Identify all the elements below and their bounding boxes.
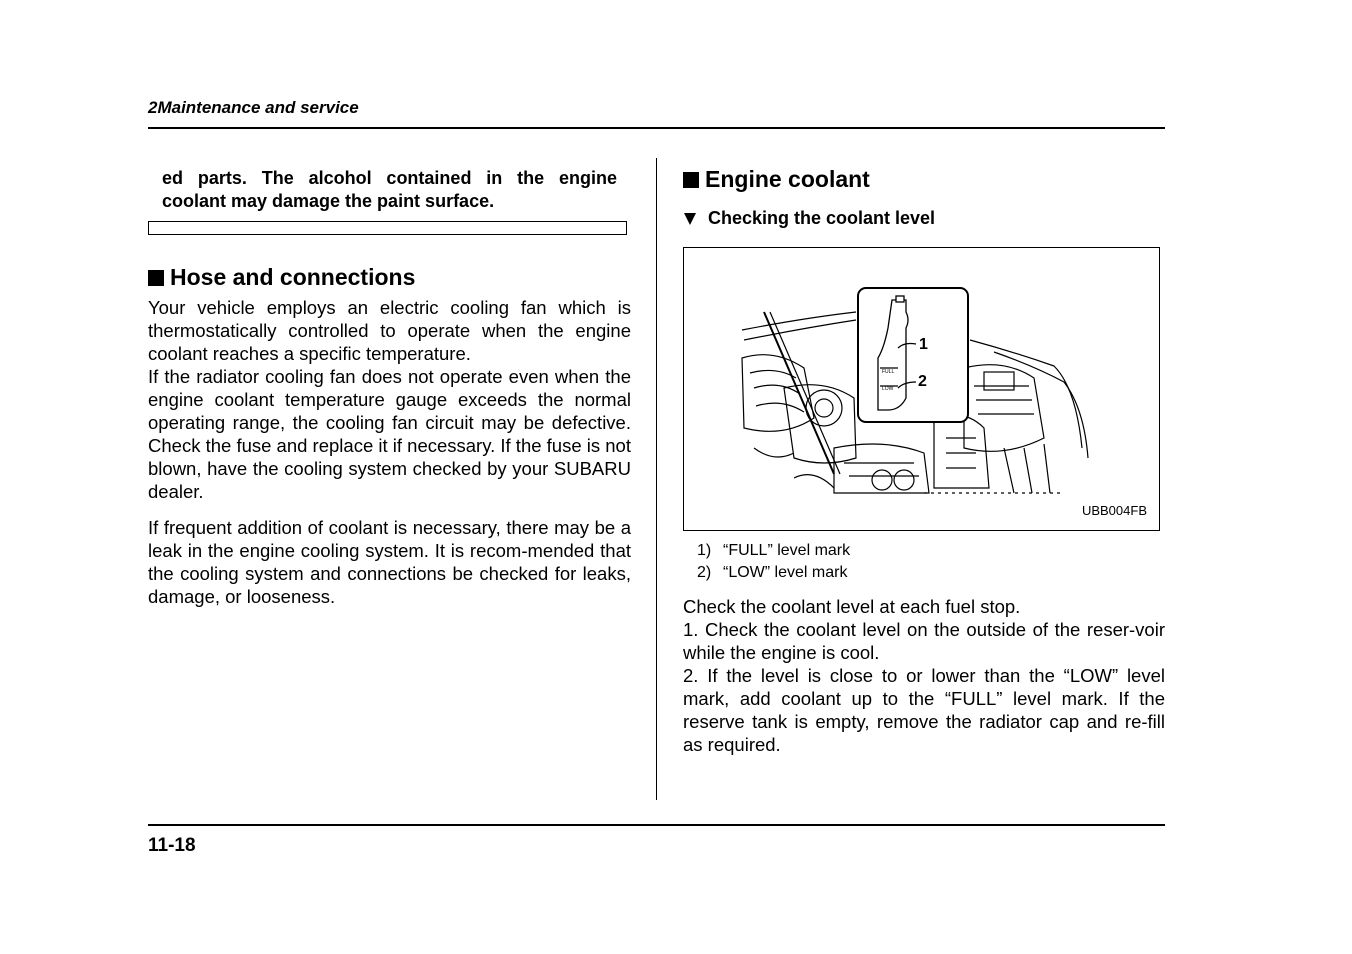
legend-item-text: “LOW” level mark: [723, 564, 848, 581]
tank-low-mark-text: LOW: [882, 386, 894, 392]
tank-full-mark-text: FULL: [882, 369, 895, 375]
column-divider: [656, 158, 657, 800]
legend-item-text: “FULL” level mark: [723, 542, 851, 559]
warning-continuation-text: ed parts. The alcohol contained in the engine coolant may damage the paint surface.: [162, 168, 617, 211]
section-heading-hose: [148, 264, 415, 291]
callout-label-1: 1: [919, 336, 928, 353]
figure-code: UBB004FB: [1081, 503, 1147, 518]
legend-item: [697, 540, 850, 562]
legend-item-number: 1): [697, 542, 712, 559]
square-bullet-icon: [148, 270, 164, 286]
section-heading-hose-label: Hose and connections: [170, 264, 416, 290]
warning-box-end: [148, 221, 627, 235]
subsection-heading-level: [684, 208, 935, 229]
footer-rule: [148, 824, 1165, 826]
hose-paragraph-1: Your vehicle employs an electric cooling fan which is thermostatically controlled to operate when the engine coolant reaches a specific temperature.: [148, 297, 631, 364]
section-heading-coolant: [683, 166, 870, 193]
coolant-step-1: 1. Check the coolant level on the outside of the reser-voir while the engine is cool.: [683, 619, 1165, 663]
coolant-step-2: 2. If the level is close to or lower than the “LOW” level mark, add coolant up to the “FULL” level mark. If the reserve tank is empty, remove the radiator cap and re-fill as required.: [683, 665, 1165, 755]
coolant-paragraph-1: Check the coolant level at each fuel stop.: [683, 596, 1021, 617]
subsection-heading-level-label: Checking the coolant level: [708, 208, 936, 228]
triangle-bullet-icon: [684, 213, 696, 225]
square-bullet-icon: [683, 172, 699, 188]
page-header-title: 2Maintenance and service: [148, 98, 359, 117]
legend-item: [697, 562, 850, 584]
figure-legend: [697, 540, 850, 584]
hose-paragraph-2: If the radiator cooling fan does not operate even when the engine coolant temperature gauge exceeds the normal operating range, the cooling fan circuit may be defective. Check the fuse and replace it if necessary. If the fuse is not blown, have the cooling system checked by your SUBARU dealer.: [148, 366, 631, 502]
section-heading-coolant-label: Engine coolant: [705, 166, 870, 192]
header-rule: [148, 127, 1165, 129]
callout-label-2: 2: [918, 373, 927, 390]
coolant-figure: [683, 247, 1160, 531]
hose-paragraph-3: If frequent addition of coolant is necessary, there may be a leak in the engine cooling system. It is recom-mended that the cooling system and connections be checked for leaks, damage, or looseness.: [148, 517, 631, 607]
coolant-body: [683, 595, 1165, 756]
page-number: 11-18: [148, 835, 196, 856]
hose-body: [148, 296, 631, 608]
legend-item-number: 2): [697, 564, 712, 581]
